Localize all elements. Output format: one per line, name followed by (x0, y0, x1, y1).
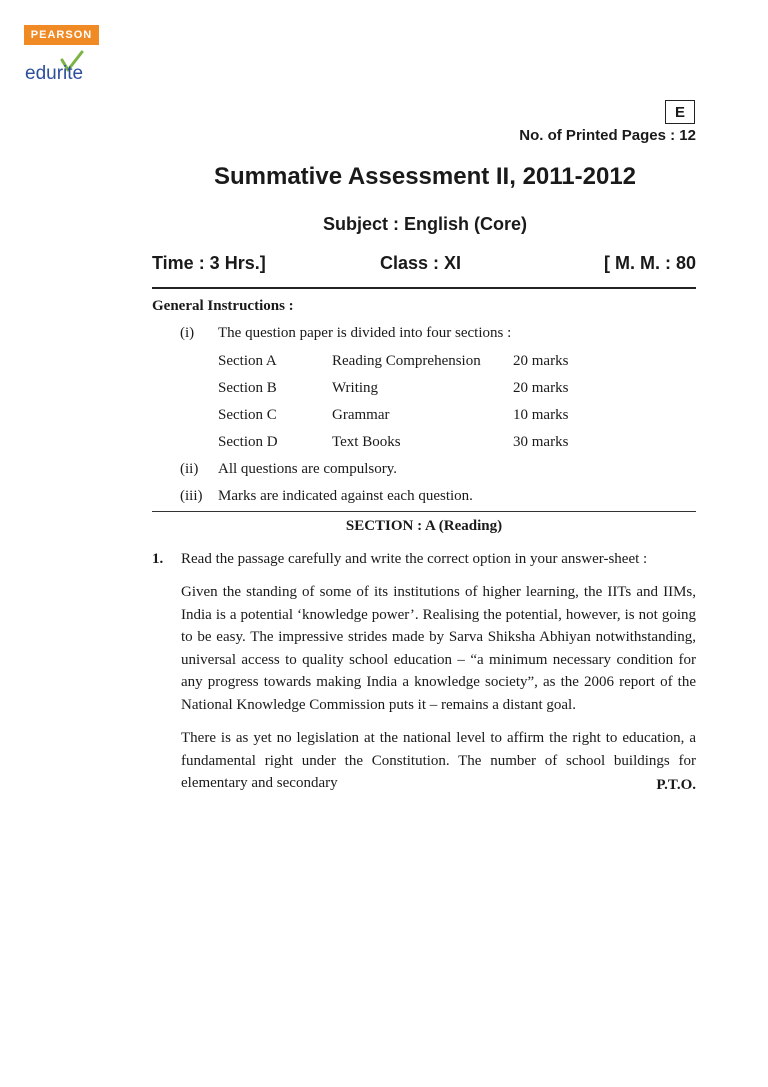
edurite-logo (24, 50, 114, 84)
section-row-name: Section B (218, 380, 277, 396)
section-row-marks: 20 marks (513, 380, 569, 396)
set-code-box: E (665, 100, 695, 124)
instruction-number: (iii) (180, 488, 203, 504)
section-row-name: Section A (218, 353, 277, 369)
page-title: Summative Assessment II, 2011-2012 (213, 163, 637, 190)
section-row-marks: 20 marks (513, 353, 569, 369)
instruction-text: All questions are compulsory. (218, 461, 397, 477)
printed-pages: No. of Printed Pages : 12 (519, 127, 696, 144)
section-a-heading: SECTION : A (Reading) (345, 518, 503, 534)
edurite-wordmark: edurite (25, 63, 84, 84)
passage-paragraph-1: Given the standing of some of its institutions of higher learning, the IITs and IIMs, India is a potential ‘knowledge power’. Realising the potential, however, is not going to be easy. The impressive strides made by Sarva Shiksha Abhiyan notwithstanding, universal access to quality school education – “a minimum necessary condition for any progress towards making India a knowledge society”, as the 2006 report of the National Knowledge Commission puts it – remains a distant goal. (181, 584, 696, 713)
pto-label: P.T.O. (656, 777, 696, 793)
passage-paragraph-2: There is as yet no legislation at the national level to affirm the right to education, a fundamental right under the Constitution. The number of school buildings for elementary and secondary (181, 730, 696, 791)
time-label: Time : 3 Hrs.] (152, 253, 266, 273)
section-row-topic: Writing (332, 380, 379, 396)
section-row-marks: 10 marks (513, 407, 569, 423)
instruction-number: (i) (180, 325, 195, 341)
question-number: 1. (152, 551, 164, 567)
max-marks-label: [ M. M. : 80 (603, 253, 696, 273)
question-text: Read the passage carefully and write the correct option in your answer-sheet : (181, 551, 648, 567)
header-divider (152, 287, 696, 289)
section-divider (152, 511, 696, 512)
section-row-marks: 30 marks (513, 434, 569, 450)
section-row-name: Section C (218, 407, 277, 423)
instruction-text: Marks are indicated against each question. (218, 488, 473, 504)
instruction-number: (ii) (180, 461, 199, 477)
section-row-topic: Reading Comprehension (332, 353, 481, 369)
section-row-name: Section D (218, 434, 278, 450)
section-row-topic: Grammar (332, 407, 390, 423)
class-label: Class : XI (380, 253, 462, 273)
section-row-topic: Text Books (332, 434, 401, 450)
instructions-heading: General Instructions : (152, 298, 294, 314)
pearson-logo: PEARSON (24, 25, 99, 45)
instruction-text: The question paper is divided into four sections : (218, 325, 512, 341)
subject-line: Subject : English (Core) (322, 214, 527, 234)
